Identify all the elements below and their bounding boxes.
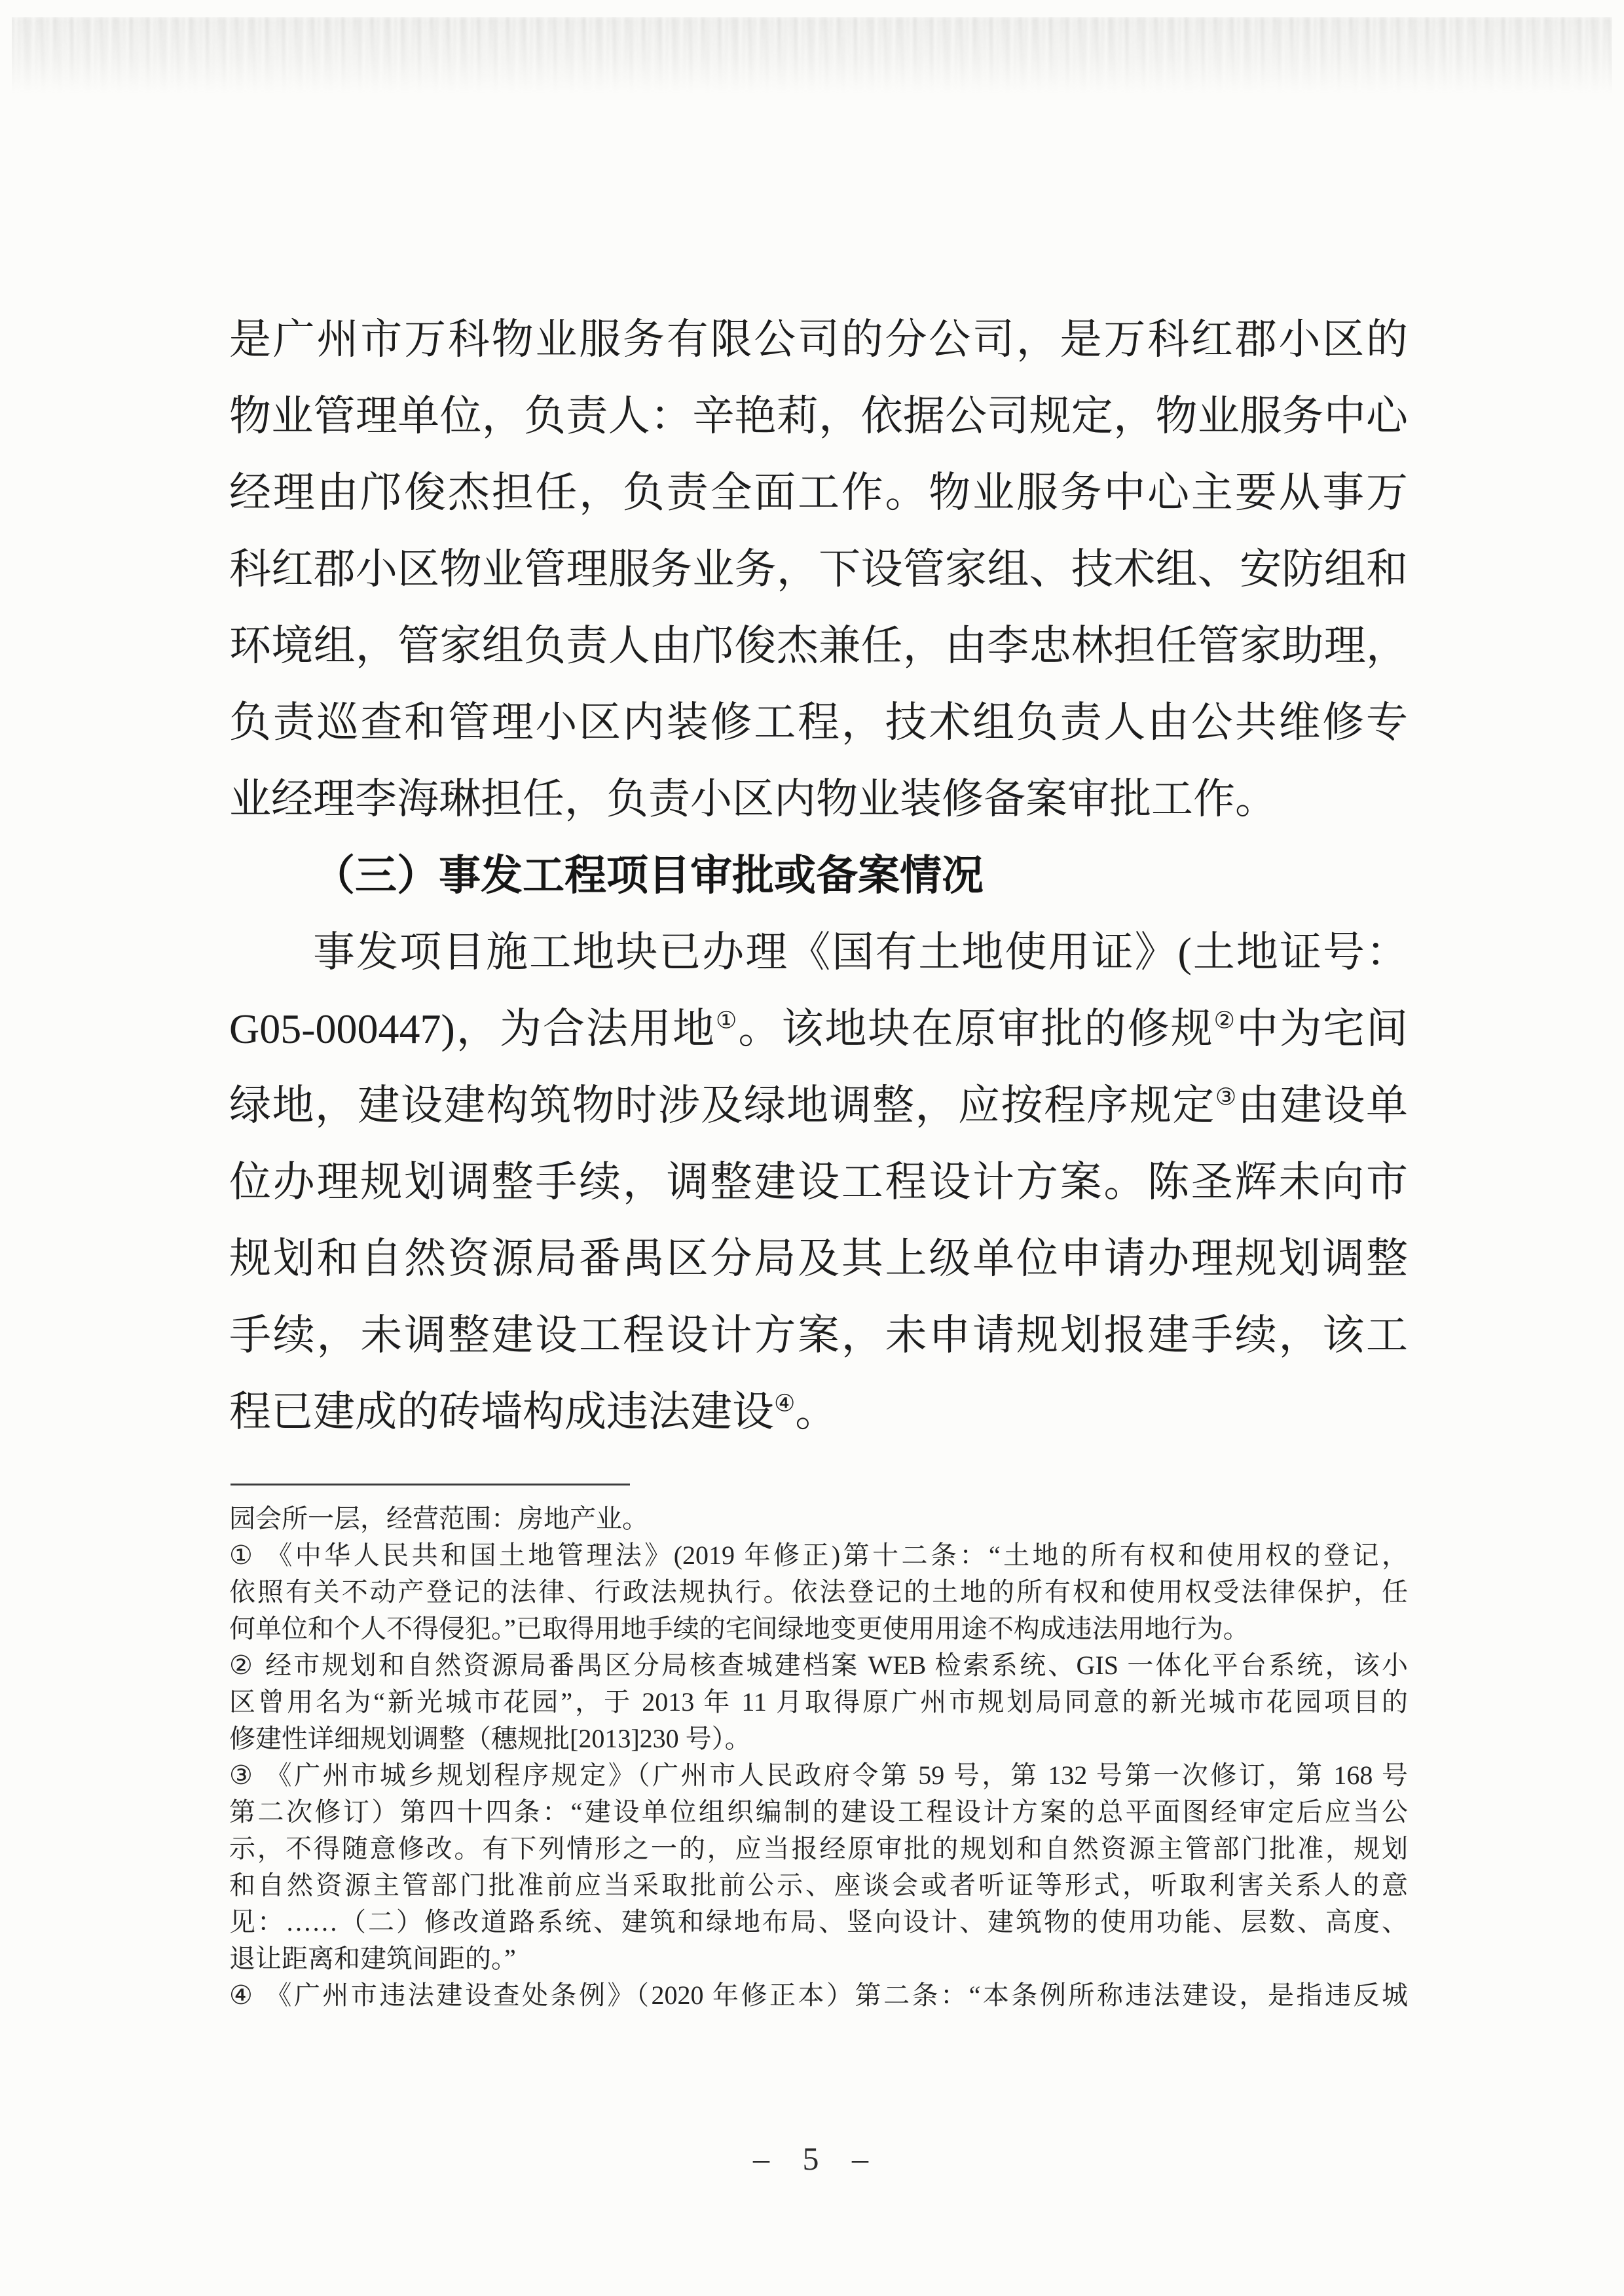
body-text-segment: 。该地块在原审批的修规 [738,1006,1214,1052]
footnote-marker-2: ② [229,1650,255,1680]
footnote-ref-4: ④ [774,1390,796,1417]
footnote-ref-2: ② [1213,1007,1236,1034]
footnote-line: 园会所一层，经营范围：房地产业。 [229,1504,648,1533]
body-line: 环境组，管家组负责人由邝俊杰兼任，由李忠林担任管家助理， [229,623,1408,669]
footnote-area [229,1501,1408,2014]
body-line: 物业管理单位，负责人：辛艳莉，依据公司规定，物业服务中心 [229,393,1408,439]
footnote-line: 区曾用名为“新光城市花园”，于 2013 年 11 月取得原广州市规划局同意的新光城市花园项目的 [229,1687,1408,1717]
body-text-segment: 。 [795,1389,838,1435]
footnote-ref-1: ① [716,1007,739,1034]
body-line [229,991,1408,1067]
footnote-separator [231,1484,630,1485]
footnote-line [229,1977,1408,2014]
body-text [229,301,1408,1450]
body-text-segment: 中为宅间 [1236,1006,1409,1052]
footnote-marker-4: ④ [229,1980,255,2010]
body-line: 科红郡小区物业管理服务业务，下设管家组、技术组、安防组和 [229,546,1408,592]
footnote-line: 第二次修订）第四十四条：“建设单位组织编制的建设工程设计方案的总平面图经审定后应当公 [229,1797,1408,1827]
body-line: 手续，未调整建设工程设计方案，未申请规划报建手续，该工 [229,1312,1408,1358]
body-text-segment: 程已建成的砖墙构成违法建设 [229,1389,774,1435]
body-line: 负责巡查和管理小区内装修工程，技术组负责人由公共维修专 [229,699,1408,746]
body-text-segment: 绿地，建设建构筑物时涉及绿地调整，应按程序规定 [229,1082,1215,1129]
body-line: 位办理规划调整手续，调整建设工程设计方案。陈圣辉未向市 [229,1159,1408,1205]
body-text-segment: 由建设单 [1237,1082,1409,1129]
footnote-marker-1: ① [229,1540,256,1570]
footnote-ref-3: ③ [1215,1084,1238,1110]
footnote-line: 依照有关不动产登记的法律、行政法规执行。依法登记的土地的所有权和使用权受法律保护，任 [229,1577,1408,1607]
section-heading: （三）事发工程项目审批或备案情况 [313,852,984,899]
body-line [229,1067,1408,1144]
footnote-text: 《广州市违法建设查处条例》（2020 年修正本）第二条：“本条例所称违法建设，是指违反城 [265,1980,1408,2010]
body-line [229,1374,1408,1450]
footnote-line: 示，不得随意修改。有下列情形之一的，应当报经原审批的规划和自然资源主管部门批准，规划 [229,1834,1408,1863]
body-text-segment: G05-000447)，为合法用地 [229,1006,716,1052]
footnote-line [229,1537,1408,1574]
body-line: 规划和自然资源局番禺区分局及其上级单位申请办理规划调整 [229,1235,1408,1282]
footnote-text: 《广州市城乡规划程序规定》（广州市人民政府令第 59 号，第 132 号第一次修订，第 168 号 [265,1760,1409,1790]
footnote-text: 《中华人民共和国土地管理法》(2019 年修正)第十二条：“土地的所有权和使用权的登记， [266,1540,1409,1570]
footnote-line [229,1647,1408,1684]
footnote-line [229,1757,1408,1794]
footnote-marker-3: ③ [229,1760,255,1790]
page-number: – 5 – [753,2140,871,2177]
scan-artifact-band [12,17,1612,94]
footnote-line: 和自然资源主管部门批准前应当采取批前公示、座谈会或者听证等形式，听取利害关系人的意 [229,1870,1408,1900]
body-line: 事发项目施工地块已办理《国有土地使用证》(土地证号： [313,929,1408,975]
footnote-line: 何单位和个人不得侵犯。”已取得用地手续的宅间绿地变更使用用途不构成违法用地行为。 [229,1614,1249,1643]
footnote-text: 经市规划和自然资源局番禺区分局核查城建档案 WEB 检索系统、GIS 一体化平台系统，该小 [265,1650,1408,1680]
footnote-line: 修建性详细规划调整（穗规批[2013]230 号）。 [229,1724,751,1753]
body-line: 业经理李海琳担任，负责小区内物业装修备案审批工作。 [229,776,1277,822]
footnote-line: 见：……（二）修改道路系统、建筑和绿地布局、竖向设计、建筑物的使用功能、层数、高度、 [229,1907,1408,1937]
body-line: 是广州市万科物业服务有限公司的分公司，是万科红郡小区的 [229,316,1408,363]
footnote-line: 退让距离和建筑间距的。” [229,1944,516,1973]
body-line: 经理由邝俊杰担任，负责全面工作。物业服务中心主要从事万 [229,469,1408,516]
